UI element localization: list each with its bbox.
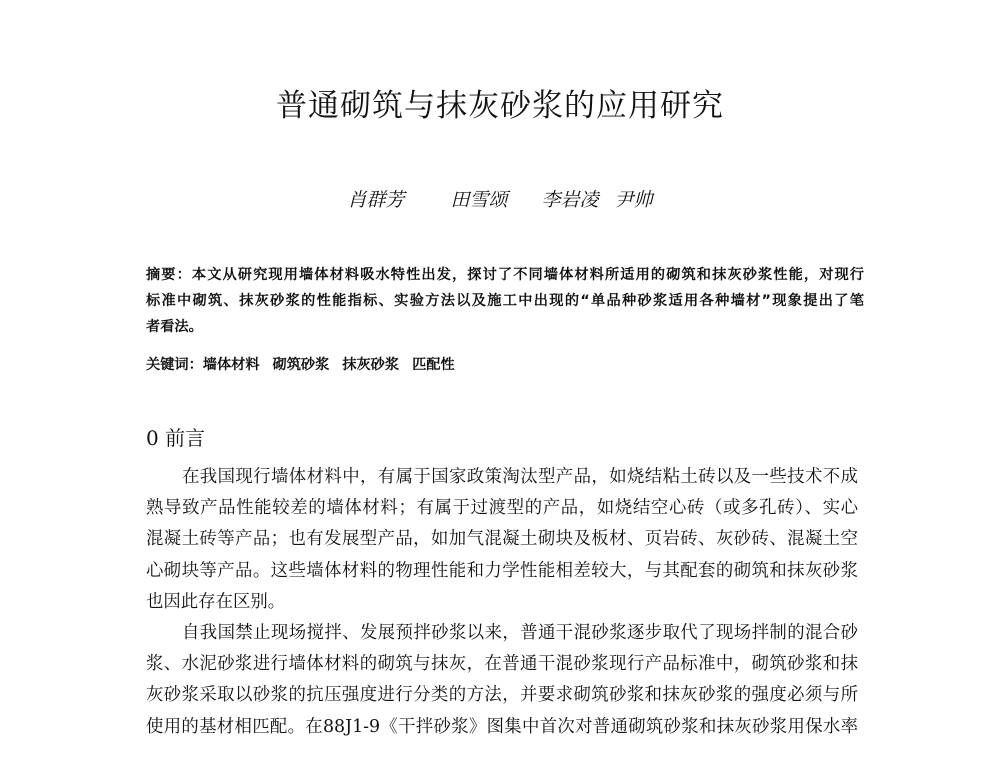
keywords bbox=[146, 352, 468, 378]
body-line: 浆、水泥砂浆进行墙体材料的砌筑与抹灰，在普通干混砂浆现行产品标准中，砌筑砂浆和抹 bbox=[146, 654, 858, 675]
keyword: 砌筑砂浆 bbox=[272, 357, 330, 373]
abstract-line: 摘要：本文从研究现用墙体材料吸水特性出发，探讨了不同墙体材料所适用的砌筑和抹灰砂浆性能，对现行 bbox=[146, 267, 864, 283]
abstract-line: 者看法。 bbox=[146, 319, 203, 335]
body-line: 灰砂浆采取以砂浆的抗压强度进行分类的方法，并要求砌筑砂浆和抹灰砂浆的强度必须与所 bbox=[146, 685, 858, 706]
keywords-label: 关键词： bbox=[146, 357, 203, 373]
abstract bbox=[146, 262, 864, 340]
author-name: 李岩凌 bbox=[541, 189, 599, 211]
body-line: 也因此存在区别。 bbox=[146, 591, 286, 612]
body-line: 在我国现行墙体材料中，有属于国家政策淘汰型产品，如烧结粘土砖以及一些技术不成 bbox=[182, 467, 858, 487]
author-name: 田雪颂 bbox=[450, 189, 508, 211]
body-line: 心砌块等产品。这些墙体材料的物理性能和力学性能相差较大，与其配套的砌筑和抹灰砂浆 bbox=[146, 560, 858, 581]
keyword: 匹配性 bbox=[412, 357, 455, 373]
body-line: 使用的基材相匹配。在88J1-9《干拌砂浆》图集中首次对普通砌筑砂浆和抹灰砂浆用保水率 bbox=[146, 716, 858, 737]
abstract-line: 标准中砌筑、抹灰砂浆的性能指标、实验方法以及施工中出现的“单品种砂浆适用各种墙材”现象提出了笔 bbox=[146, 293, 864, 309]
author-list bbox=[0, 186, 1000, 214]
paper-title: 普通砌筑与抹灰砂浆的应用研究 bbox=[276, 88, 724, 124]
keyword: 抹灰砂浆 bbox=[342, 357, 400, 373]
keyword: 墙体材料 bbox=[202, 357, 260, 373]
body-line: 自我国禁止现场搅拌、发展预拌砂浆以来，普通干混砂浆逐步取代了现场拌制的混合砂 bbox=[182, 622, 858, 643]
author-name: 尹帅 bbox=[614, 189, 653, 211]
section-heading: 0 前言 bbox=[146, 426, 206, 450]
body-text bbox=[146, 462, 858, 743]
body-line: 混凝土砖等产品；也有发展型产品，如加气混凝土砌块及板材、页岩砖、灰砂砖、混凝土空 bbox=[146, 529, 858, 550]
body-line: 熟导致产品性能较差的墙体材料；有属于过渡型的产品，如烧结空心砖（或多孔砖）、实心 bbox=[146, 498, 858, 519]
author-name: 肖群芳 bbox=[347, 189, 405, 211]
